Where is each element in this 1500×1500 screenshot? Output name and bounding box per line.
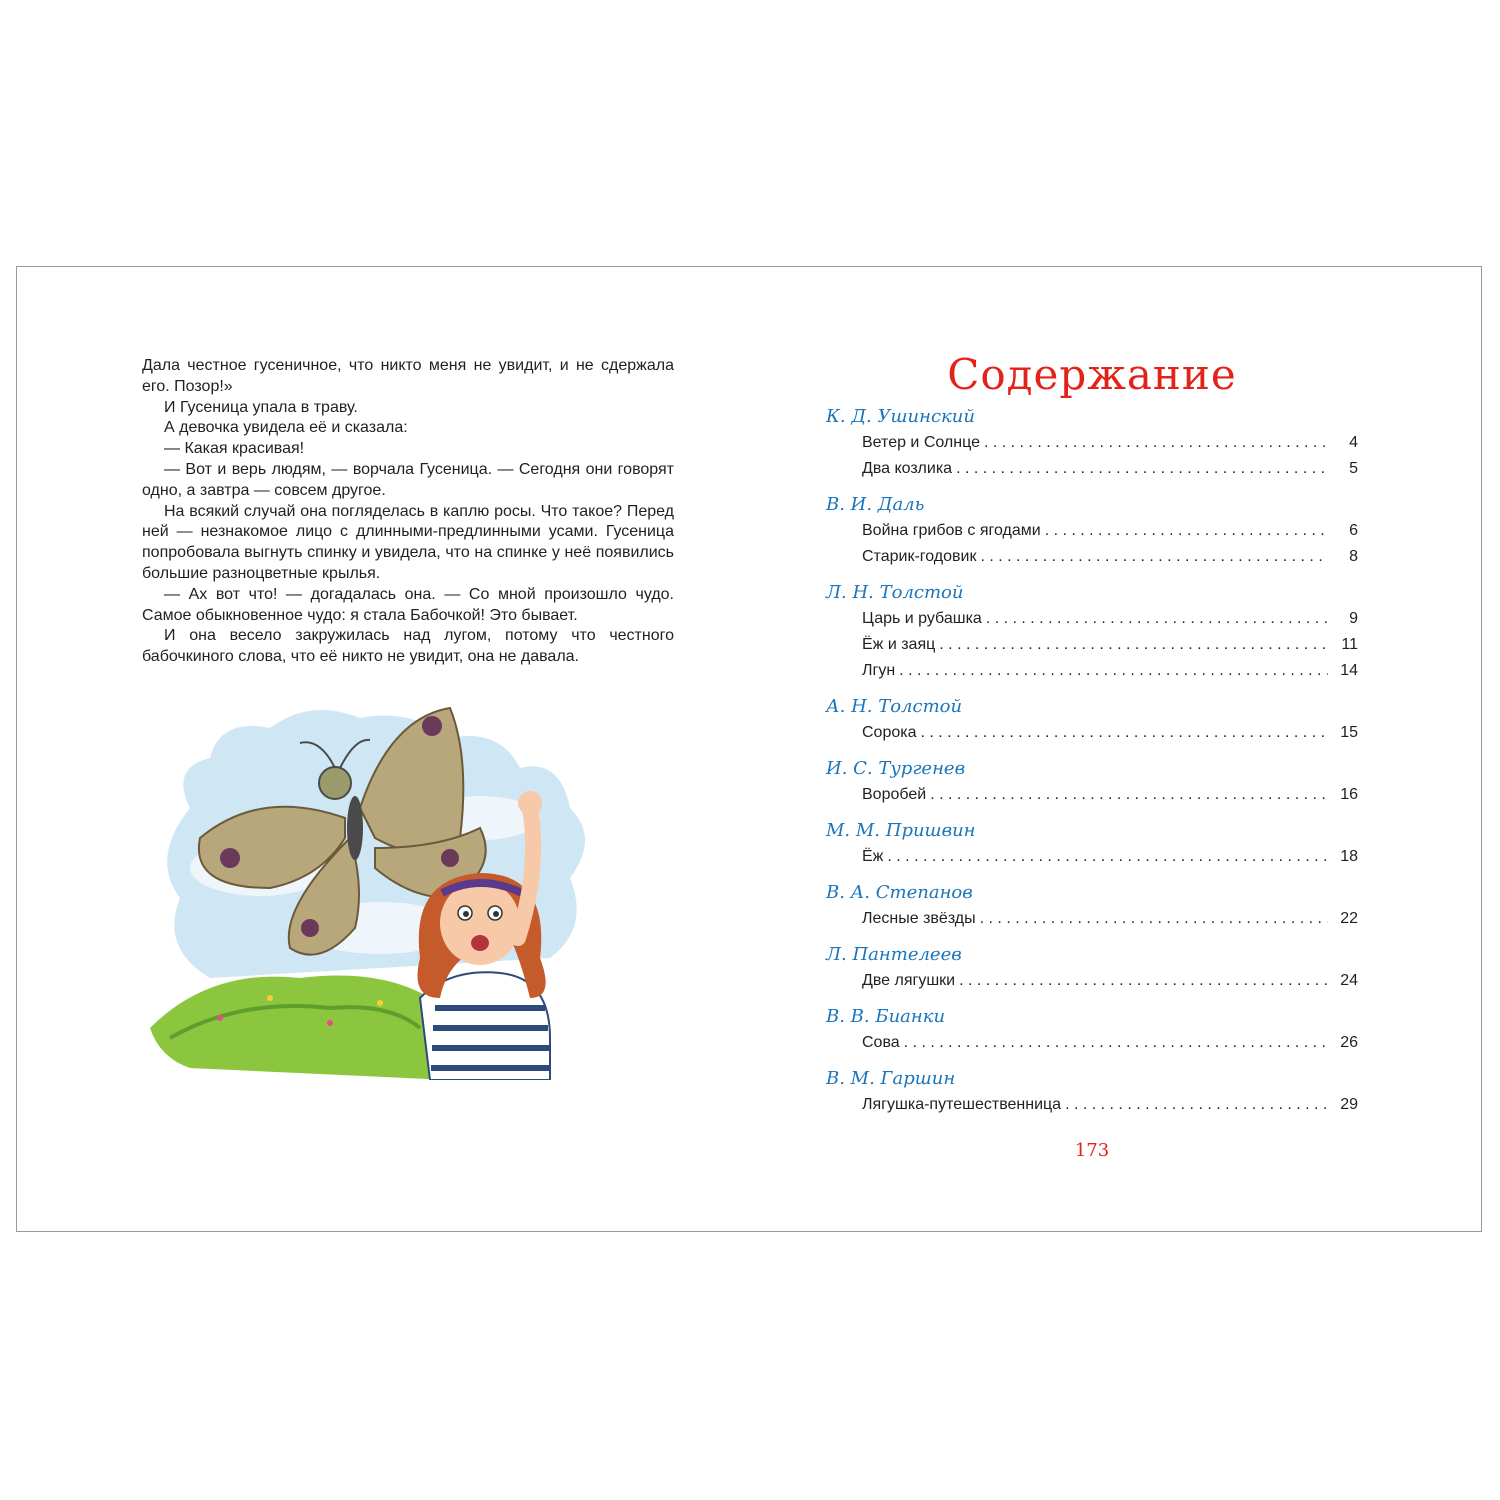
toc-author: Л. Пантелеев xyxy=(826,944,962,965)
flower xyxy=(377,1000,383,1006)
toc-entry-page: 8 xyxy=(1349,548,1358,565)
table-of-contents xyxy=(826,404,1358,1118)
girl-face xyxy=(440,881,520,965)
toc-entry-title: Воробей xyxy=(862,786,927,803)
toc-author: К. Д. Ушинский xyxy=(826,406,975,427)
toc-author: М. М. Пришвин xyxy=(826,820,976,841)
butterfly-body xyxy=(347,796,363,860)
toc-entry-page: 14 xyxy=(1340,662,1358,679)
toc-leader xyxy=(980,906,1328,932)
toc-entry-title: Ёж xyxy=(862,848,884,865)
toc-entry-page: 26 xyxy=(1340,1034,1358,1051)
toc-entry[interactable] xyxy=(826,658,1358,684)
wing-spot xyxy=(441,849,459,867)
toc-author: В. В. Бианки xyxy=(826,1006,946,1027)
toc-entry-title: Лесные звёзды xyxy=(862,910,976,927)
butterfly-girl-illustration xyxy=(150,698,610,1080)
toc-leader xyxy=(939,632,1328,658)
toc-entry-title: Две лягушки xyxy=(862,972,956,989)
toc-entry[interactable] xyxy=(826,1092,1358,1118)
paragraph: — Вот и верь людям, — ворчала Гусеница. — Сегодня они говорят одно, а завтра — совсем другое. xyxy=(142,460,674,499)
flower xyxy=(327,1020,333,1026)
page-number: 173 xyxy=(1074,1140,1110,1161)
toc-entry-title: Сова xyxy=(862,1034,900,1051)
toc-entry[interactable] xyxy=(826,518,1358,544)
toc-leader xyxy=(904,1030,1328,1056)
paragraph: И Гусеница упала в траву. xyxy=(164,398,358,416)
toc-entry-page: 9 xyxy=(1349,610,1358,627)
wing-spot xyxy=(301,919,319,937)
paragraph: — Ах вот что! — догадалась она. — Со мной произошло чудо. Самое обыкновенное чудо: я стала Бабочкой! Это бывает. xyxy=(142,585,674,624)
toc-entry-title: Ветер и Солнце xyxy=(862,434,980,451)
toc-entry-page: 24 xyxy=(1340,972,1358,989)
paragraph: На всякий случай она погляделась в каплю росы. Что такое? Перед ней — незнакомое лицо с длинными-предлинными усами. Гусеница попробовала выгнуть спинку и увидела, что на спинке у неё появились большие разноцветные крылья. xyxy=(142,502,674,582)
toc-entry-page: 11 xyxy=(1341,636,1358,653)
flower xyxy=(217,1015,223,1021)
flower xyxy=(267,995,273,1001)
toc-leader xyxy=(959,968,1328,994)
toc-entry-page: 18 xyxy=(1340,848,1358,865)
toc-entry[interactable] xyxy=(826,968,1358,994)
toc-title: Содержание xyxy=(947,350,1237,399)
paragraph: Дала честное гусеничное, что никто меня не увидит, и не сдержала его. Позор!» xyxy=(142,357,674,395)
toc-author: В. А. Степанов xyxy=(826,882,973,903)
toc-leader xyxy=(1065,1092,1328,1118)
toc-leader xyxy=(930,782,1328,808)
toc-leader xyxy=(956,456,1328,482)
toc-entry-title: Два козлика xyxy=(862,460,953,477)
girl-hand xyxy=(518,791,542,815)
toc-entry[interactable] xyxy=(826,456,1358,482)
paragraph: — Какая красивая! xyxy=(164,440,305,458)
toc-entry[interactable] xyxy=(826,1030,1358,1056)
wing-spot xyxy=(422,716,442,736)
wing-spot xyxy=(220,848,240,868)
toc-entry-title: Лягушка-путешественница xyxy=(862,1096,1062,1113)
toc-author: В. М. Гаршин xyxy=(826,1068,956,1089)
toc-entry[interactable] xyxy=(826,632,1358,658)
toc-author: Л. Н. Толстой xyxy=(826,582,964,603)
paragraph: И она весело закружилась над лугом, потому что честного бабочкиного слова, что её никто не увидит, она не давала. xyxy=(142,627,674,666)
toc-entry-page: 16 xyxy=(1340,786,1358,803)
toc-leader xyxy=(921,720,1329,746)
toc-entry[interactable] xyxy=(826,430,1358,456)
toc-entry-title: Война грибов с ягодами xyxy=(862,522,1041,539)
toc-entry-title: Лгун xyxy=(862,662,896,679)
toc-leader xyxy=(980,544,1328,570)
toc-entry-page: 15 xyxy=(1340,724,1358,741)
toc-entry-title: Ёж и заяц xyxy=(862,636,936,653)
paragraph: А девочка увидела её и сказала: xyxy=(164,419,408,437)
toc-entry-title: Сорока xyxy=(862,724,917,741)
toc-entry[interactable] xyxy=(826,782,1358,808)
toc-entry-page: 29 xyxy=(1340,1096,1358,1113)
toc-entry[interactable] xyxy=(826,606,1358,632)
toc-entry[interactable] xyxy=(826,720,1358,746)
toc-entry-page: 4 xyxy=(1349,434,1358,451)
toc-leader xyxy=(887,844,1328,870)
butterfly-head xyxy=(319,767,351,799)
toc-entry[interactable] xyxy=(826,544,1358,570)
story-text xyxy=(142,356,674,668)
toc-leader xyxy=(984,430,1328,456)
toc-author: И. С. Тургенев xyxy=(826,758,966,779)
girl-mouth xyxy=(471,935,489,951)
toc-entry[interactable] xyxy=(826,906,1358,932)
toc-entry[interactable] xyxy=(826,844,1358,870)
toc-entry-page: 5 xyxy=(1349,460,1358,477)
toc-entry-page: 22 xyxy=(1340,910,1358,927)
toc-entry-title: Старик-годовик xyxy=(862,548,977,565)
toc-leader xyxy=(986,606,1328,632)
toc-author: А. Н. Толстой xyxy=(826,696,963,717)
toc-entry-page: 6 xyxy=(1349,522,1358,539)
toc-entry-title: Царь и рубашка xyxy=(862,610,982,627)
toc-author: В. И. Даль xyxy=(826,494,925,515)
toc-leader xyxy=(1045,518,1328,544)
toc-leader xyxy=(899,658,1328,684)
